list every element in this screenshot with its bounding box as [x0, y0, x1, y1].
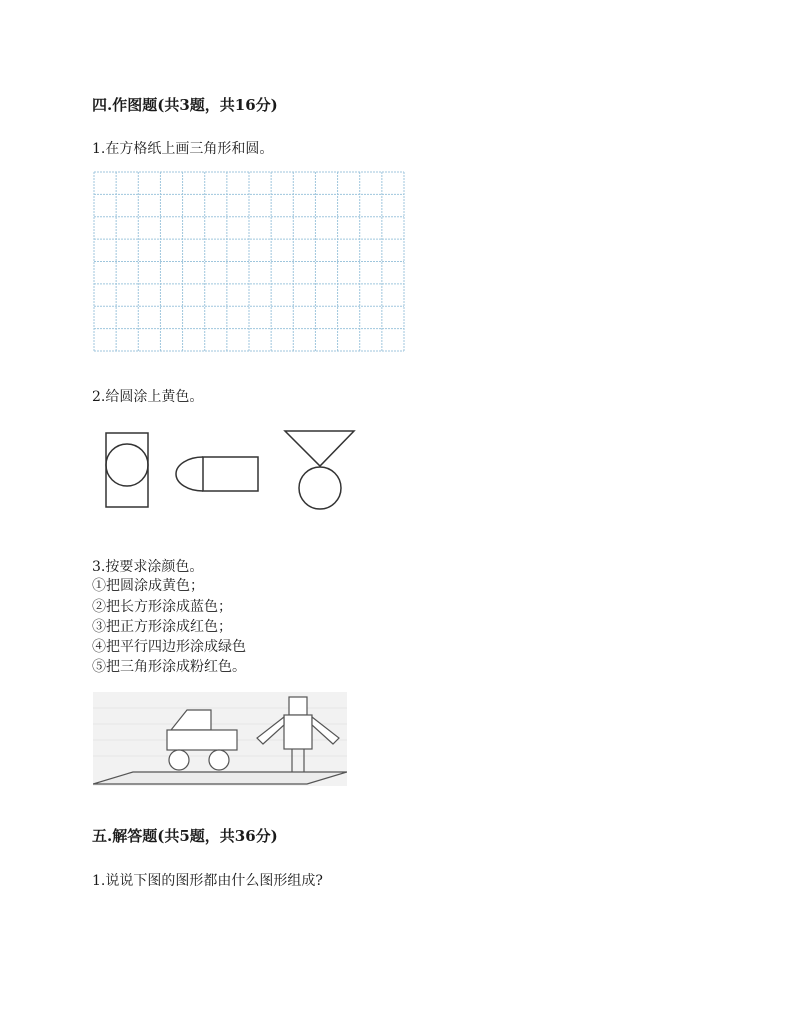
- color-instruction: ②把长方形涂成蓝色；: [92, 599, 232, 615]
- shapes-figure: [100, 428, 362, 514]
- circle-in-rect: [106, 444, 148, 486]
- section-4-title: 四.作图题(共3题，共16分): [92, 96, 278, 114]
- grid-paper: [93, 171, 405, 352]
- section-5-title: 五.解答题(共5题，共36分): [92, 827, 278, 845]
- car-wheel-left: [169, 750, 189, 770]
- color-instruction: ①把圆涂成黄色；: [92, 578, 204, 594]
- car-wheel-right: [209, 750, 229, 770]
- inverted-triangle: [285, 431, 354, 466]
- ground-parallelogram: [93, 772, 347, 784]
- semicircle: [176, 457, 203, 491]
- color-instruction: ③把正方形涂成红色；: [92, 619, 232, 635]
- color-instruction: ⑤把三角形涂成粉红色。: [92, 659, 246, 675]
- robot-body: [284, 715, 312, 749]
- car-and-robot-figure: [93, 692, 347, 786]
- robot-head: [289, 697, 307, 715]
- car-body: [167, 730, 237, 750]
- question-3-title: 3.按要求涂颜色。: [92, 559, 204, 575]
- question-2-text: 2.给圆涂上黄色。: [92, 389, 204, 405]
- question-1-text: 1.在方格纸上画三角形和圆。: [92, 141, 274, 157]
- rect-with-semicircle: [203, 457, 258, 491]
- circle-under-triangle: [299, 467, 341, 509]
- color-instruction: ④把平行四边形涂成绿色: [92, 639, 246, 655]
- question-5-1-text: 1.说说下图的图形都由什么图形组成?: [92, 873, 323, 889]
